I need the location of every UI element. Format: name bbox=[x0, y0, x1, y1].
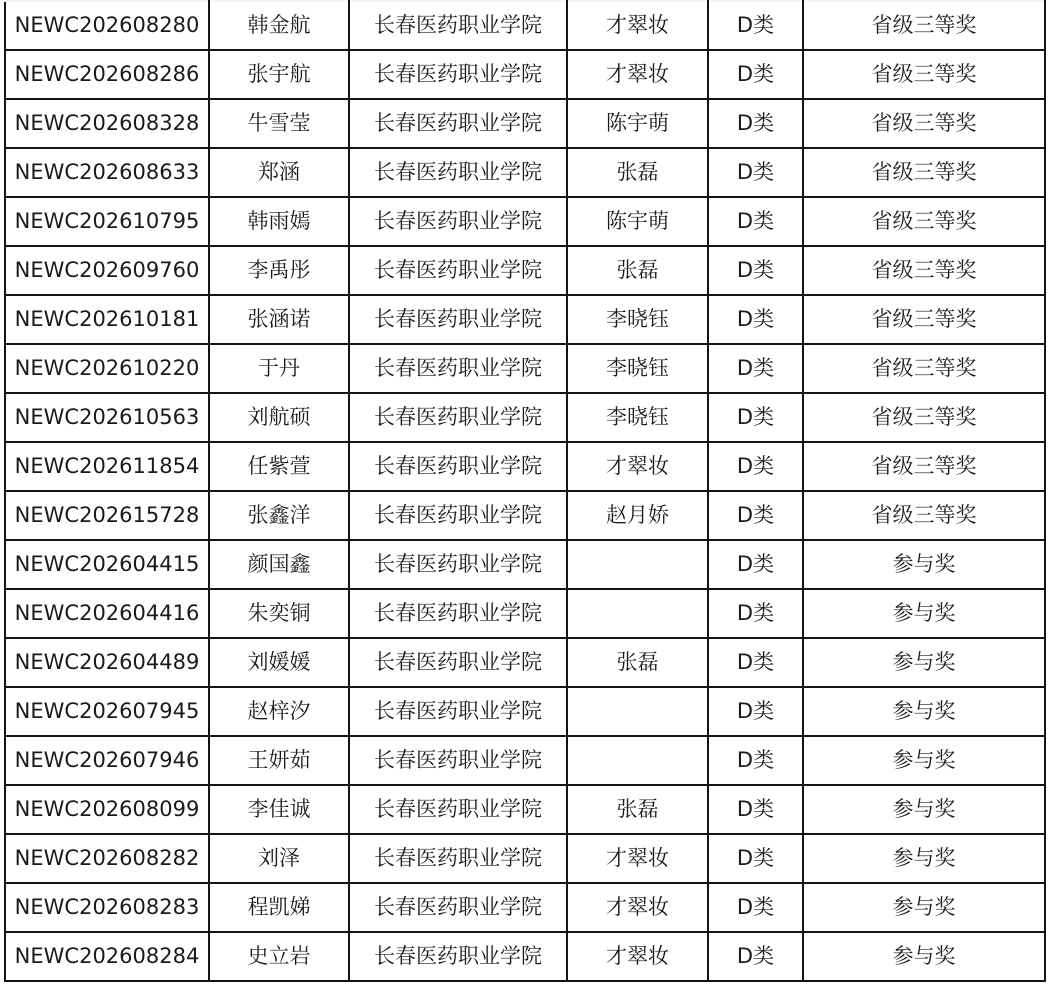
teacher-cell: 赵月娇 bbox=[567, 491, 708, 540]
student-name-cell: 韩雨嫣 bbox=[209, 197, 349, 246]
school-cell: 长春医药职业学院 bbox=[349, 50, 567, 99]
student-name-cell: 朱奕铜 bbox=[209, 589, 349, 638]
award-cell: 省级三等奖 bbox=[803, 491, 1045, 540]
category-cell: D类 bbox=[708, 883, 803, 932]
award-cell: 参与奖 bbox=[803, 932, 1045, 981]
category-cell: D类 bbox=[708, 50, 803, 99]
student-name-cell: 颜国鑫 bbox=[209, 540, 349, 589]
student-id-cell: NEWC202604415 bbox=[5, 540, 209, 589]
student-name-cell: 牛雪莹 bbox=[209, 99, 349, 148]
student-id-cell: NEWC202607946 bbox=[5, 736, 209, 785]
student-id-cell: NEWC202608633 bbox=[5, 148, 209, 197]
student-name-cell: 张宇航 bbox=[209, 50, 349, 99]
category-cell: D类 bbox=[708, 834, 803, 883]
school-cell: 长春医药职业学院 bbox=[349, 589, 567, 638]
results-table bbox=[4, 0, 1046, 982]
student-name-cell: 赵梓汐 bbox=[209, 687, 349, 736]
teacher-cell bbox=[567, 736, 708, 785]
student-id-cell: NEWC202608280 bbox=[5, 1, 209, 50]
school-cell: 长春医药职业学院 bbox=[349, 932, 567, 981]
student-name-cell: 刘泽 bbox=[209, 834, 349, 883]
award-cell: 省级三等奖 bbox=[803, 1, 1045, 50]
school-cell: 长春医药职业学院 bbox=[349, 295, 567, 344]
student-id-cell: NEWC202608328 bbox=[5, 99, 209, 148]
school-cell: 长春医药职业学院 bbox=[349, 148, 567, 197]
category-cell: D类 bbox=[708, 1, 803, 50]
student-id-cell: NEWC202610220 bbox=[5, 344, 209, 393]
student-name-cell: 张涵诺 bbox=[209, 295, 349, 344]
school-cell: 长春医药职业学院 bbox=[349, 540, 567, 589]
category-cell: D类 bbox=[708, 246, 803, 295]
student-id-cell: NEWC202608283 bbox=[5, 883, 209, 932]
category-cell: D类 bbox=[708, 932, 803, 981]
school-cell: 长春医药职业学院 bbox=[349, 491, 567, 540]
category-cell: D类 bbox=[708, 540, 803, 589]
school-cell: 长春医药职业学院 bbox=[349, 638, 567, 687]
table-row bbox=[5, 638, 1045, 687]
school-cell: 长春医药职业学院 bbox=[349, 246, 567, 295]
school-cell: 长春医药职业学院 bbox=[349, 834, 567, 883]
student-id-cell: NEWC202607945 bbox=[5, 687, 209, 736]
table-row bbox=[5, 50, 1045, 99]
award-cell: 参与奖 bbox=[803, 736, 1045, 785]
teacher-cell: 张磊 bbox=[567, 638, 708, 687]
school-cell: 长春医药职业学院 bbox=[349, 393, 567, 442]
category-cell: D类 bbox=[708, 442, 803, 491]
award-cell: 省级三等奖 bbox=[803, 50, 1045, 99]
school-cell: 长春医药职业学院 bbox=[349, 687, 567, 736]
category-cell: D类 bbox=[708, 687, 803, 736]
award-cell: 省级三等奖 bbox=[803, 99, 1045, 148]
student-id-cell: NEWC202610563 bbox=[5, 393, 209, 442]
student-id-cell: NEWC202610795 bbox=[5, 197, 209, 246]
teacher-cell: 才翠妆 bbox=[567, 1, 708, 50]
table-row bbox=[5, 148, 1045, 197]
teacher-cell: 才翠妆 bbox=[567, 834, 708, 883]
award-cell: 参与奖 bbox=[803, 834, 1045, 883]
category-cell: D类 bbox=[708, 393, 803, 442]
school-cell: 长春医药职业学院 bbox=[349, 1, 567, 50]
category-cell: D类 bbox=[708, 736, 803, 785]
award-cell: 省级三等奖 bbox=[803, 393, 1045, 442]
school-cell: 长春医药职业学院 bbox=[349, 344, 567, 393]
student-name-cell: 程凯娣 bbox=[209, 883, 349, 932]
table-row bbox=[5, 589, 1045, 638]
award-cell: 省级三等奖 bbox=[803, 295, 1045, 344]
student-id-cell: NEWC202608284 bbox=[5, 932, 209, 981]
award-cell: 参与奖 bbox=[803, 883, 1045, 932]
table-row bbox=[5, 883, 1045, 932]
award-cell: 省级三等奖 bbox=[803, 148, 1045, 197]
teacher-cell: 张磊 bbox=[567, 148, 708, 197]
category-cell: D类 bbox=[708, 589, 803, 638]
award-cell: 参与奖 bbox=[803, 589, 1045, 638]
category-cell: D类 bbox=[708, 785, 803, 834]
category-cell: D类 bbox=[708, 295, 803, 344]
table-row bbox=[5, 344, 1045, 393]
table-row bbox=[5, 540, 1045, 589]
school-cell: 长春医药职业学院 bbox=[349, 442, 567, 491]
student-name-cell: 任紫萱 bbox=[209, 442, 349, 491]
teacher-cell: 李晓钰 bbox=[567, 344, 708, 393]
teacher-cell: 陈宇萌 bbox=[567, 197, 708, 246]
student-id-cell: NEWC202608282 bbox=[5, 834, 209, 883]
award-cell: 省级三等奖 bbox=[803, 344, 1045, 393]
teacher-cell bbox=[567, 589, 708, 638]
table-row bbox=[5, 687, 1045, 736]
table-row bbox=[5, 1, 1045, 50]
student-name-cell: 张鑫洋 bbox=[209, 491, 349, 540]
award-cell: 参与奖 bbox=[803, 687, 1045, 736]
student-id-cell: NEWC202604416 bbox=[5, 589, 209, 638]
teacher-cell: 才翠妆 bbox=[567, 883, 708, 932]
student-id-cell: NEWC202615728 bbox=[5, 491, 209, 540]
teacher-cell: 才翠妆 bbox=[567, 932, 708, 981]
student-name-cell: 李佳诚 bbox=[209, 785, 349, 834]
table-row bbox=[5, 932, 1045, 981]
student-name-cell: 刘航硕 bbox=[209, 393, 349, 442]
teacher-cell: 陈宇萌 bbox=[567, 99, 708, 148]
award-cell: 省级三等奖 bbox=[803, 442, 1045, 491]
student-name-cell: 韩金航 bbox=[209, 1, 349, 50]
table-row bbox=[5, 785, 1045, 834]
school-cell: 长春医药职业学院 bbox=[349, 785, 567, 834]
award-cell: 省级三等奖 bbox=[803, 246, 1045, 295]
teacher-cell bbox=[567, 540, 708, 589]
teacher-cell: 张磊 bbox=[567, 785, 708, 834]
student-name-cell: 刘媛媛 bbox=[209, 638, 349, 687]
category-cell: D类 bbox=[708, 491, 803, 540]
student-id-cell: NEWC202604489 bbox=[5, 638, 209, 687]
teacher-cell: 李晓钰 bbox=[567, 393, 708, 442]
student-name-cell: 史立岩 bbox=[209, 932, 349, 981]
award-cell: 参与奖 bbox=[803, 785, 1045, 834]
category-cell: D类 bbox=[708, 197, 803, 246]
student-name-cell: 于丹 bbox=[209, 344, 349, 393]
table-row bbox=[5, 393, 1045, 442]
teacher-cell: 张磊 bbox=[567, 246, 708, 295]
student-id-cell: NEWC202611854 bbox=[5, 442, 209, 491]
teacher-cell bbox=[567, 687, 708, 736]
table-row bbox=[5, 246, 1045, 295]
table-row bbox=[5, 442, 1045, 491]
school-cell: 长春医药职业学院 bbox=[349, 883, 567, 932]
table-row bbox=[5, 99, 1045, 148]
table-row bbox=[5, 834, 1045, 883]
student-name-cell: 王妍茹 bbox=[209, 736, 349, 785]
table-row bbox=[5, 736, 1045, 785]
school-cell: 长春医药职业学院 bbox=[349, 197, 567, 246]
table-row bbox=[5, 295, 1045, 344]
student-name-cell: 李禹彤 bbox=[209, 246, 349, 295]
category-cell: D类 bbox=[708, 99, 803, 148]
school-cell: 长春医药职业学院 bbox=[349, 736, 567, 785]
student-id-cell: NEWC202608286 bbox=[5, 50, 209, 99]
student-id-cell: NEWC202610181 bbox=[5, 295, 209, 344]
category-cell: D类 bbox=[708, 344, 803, 393]
table-row bbox=[5, 491, 1045, 540]
award-cell: 参与奖 bbox=[803, 540, 1045, 589]
teacher-cell: 李晓钰 bbox=[567, 295, 708, 344]
student-id-cell: NEWC202609760 bbox=[5, 246, 209, 295]
student-name-cell: 郑涵 bbox=[209, 148, 349, 197]
award-cell: 省级三等奖 bbox=[803, 197, 1045, 246]
award-cell: 参与奖 bbox=[803, 638, 1045, 687]
category-cell: D类 bbox=[708, 148, 803, 197]
category-cell: D类 bbox=[708, 638, 803, 687]
teacher-cell: 才翠妆 bbox=[567, 50, 708, 99]
teacher-cell: 才翠妆 bbox=[567, 442, 708, 491]
school-cell: 长春医药职业学院 bbox=[349, 99, 567, 148]
student-id-cell: NEWC202608099 bbox=[5, 785, 209, 834]
table-row bbox=[5, 197, 1045, 246]
